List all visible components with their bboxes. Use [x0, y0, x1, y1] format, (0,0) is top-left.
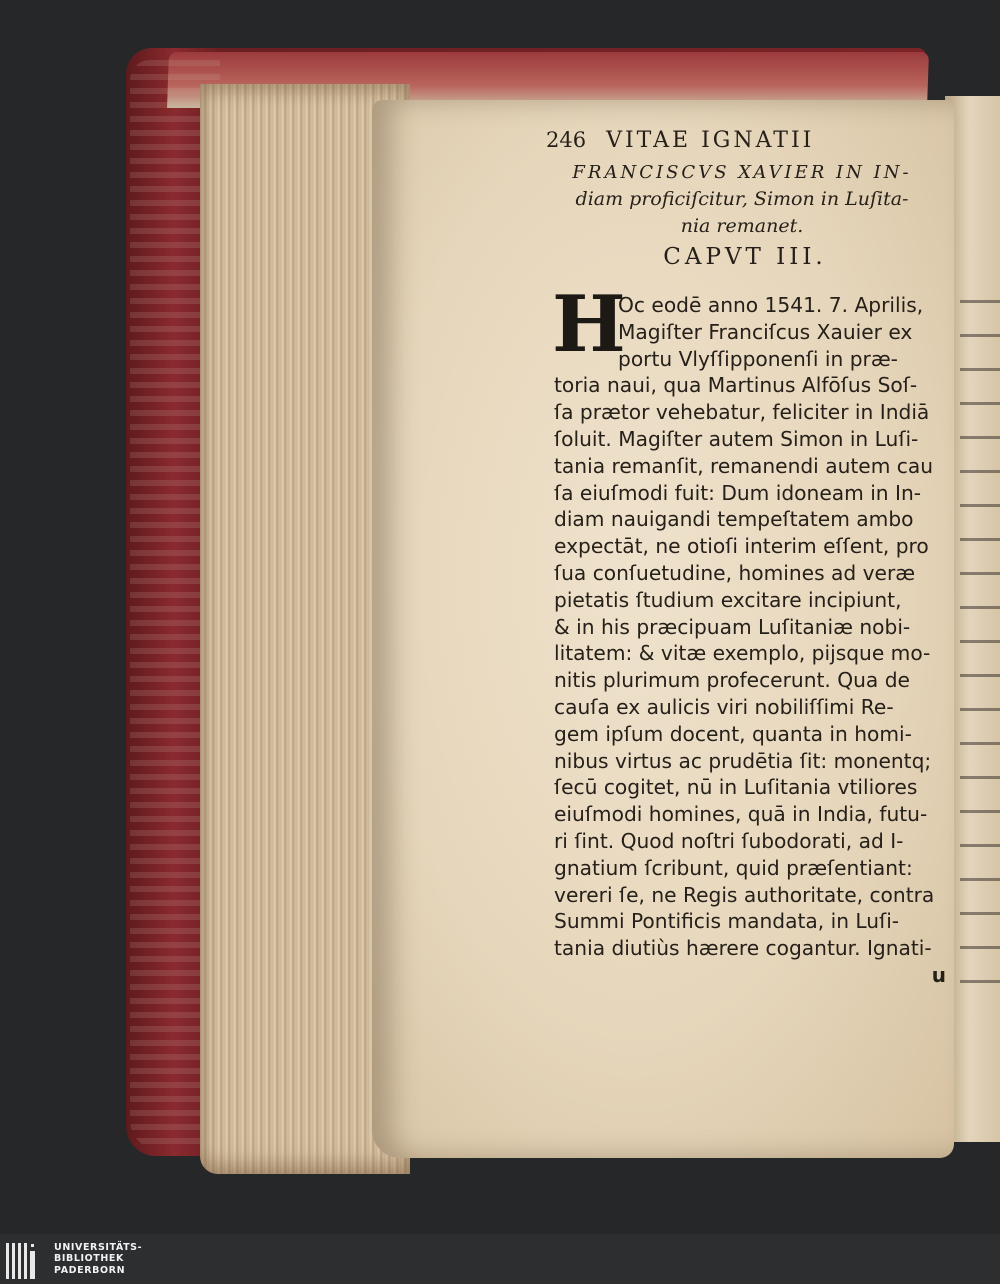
text-line: vereri ſe, ne Regis authoritate, contra [554, 882, 935, 907]
text-line: pietatis ſtudium excitare incipiunt, [554, 587, 902, 612]
dropcap-block [552, 279, 950, 372]
library-logo-icon [4, 1237, 44, 1281]
drop-cap: H [552, 279, 626, 370]
page-text [540, 128, 950, 989]
text-line: ſua conſuetudine, homines ad veræ [554, 560, 916, 585]
running-head [546, 128, 950, 153]
text-line: & in his præcipuam Luſitaniæ nobi- [554, 614, 911, 639]
library-name-line: BIBLIOTHEK [54, 1253, 124, 1265]
running-head-title: VITAE IGNATII [606, 128, 815, 153]
library-name [54, 1242, 142, 1277]
text-line: gnatium ſcribunt, quid præſentiant: [554, 855, 913, 880]
text-line: tania diutiùs hærere cogantur. Ignati- [554, 936, 932, 961]
facing-page-text [960, 300, 1000, 1000]
text-line: toria naui, qua Martinus Alfōſus Soſ- [554, 373, 918, 398]
text-line: diam nauigandi tempeſtatem ambo [554, 507, 914, 532]
library-name-line: UNIVERSITÄTS- [54, 1241, 143, 1253]
text-line: ri ſint. Quod noſtri ſubodorati, ad I- [554, 828, 904, 853]
text-line: Magiſter Franciſcus Xauier ex [618, 319, 913, 344]
text-line: litatem: & vitæ exemplo, pijsque mo- [554, 641, 931, 666]
chapter-title-caps: FRANCISCVS XAVIER IN IN- [572, 162, 912, 183]
text-line: Oc eodē anno 1541. 7. Aprilis, [618, 293, 924, 317]
text-line: Summi Pontificis mandata, in Luſi- [554, 909, 900, 934]
text-line: ſa prætor vehebatur, feliciter in Indiā [554, 400, 930, 425]
text-line: ſoluit. Magiſter autem Simon in Luſi- [554, 426, 919, 451]
chapter-title-line: diam proficiſcitur, Simon in Luſita- [575, 188, 909, 210]
text-line: eiuſmodi homines, quā in India, futu- [554, 802, 928, 827]
text-line: gem ipſum docent, quanta in homi- [554, 721, 912, 746]
page-number: 246 [546, 128, 587, 152]
library-name-line: PADERBORN [54, 1264, 126, 1276]
text-line: ſecū cogitet, nū in Luſitania vtiliores [554, 775, 918, 800]
text-line: portu Vlyſſipponenſi in præ- [618, 346, 898, 371]
body-text [552, 279, 950, 989]
text-line: cauſa ex aulicis viri nobiliſſimi Re- [554, 694, 894, 719]
chapter-heading: CAPVT III. [663, 244, 827, 270]
text-line: expectāt, ne otioſi interim eſſent, pro [554, 534, 929, 559]
text-line: nitis plurimum profecerunt. Qua de [554, 668, 910, 693]
chapter-title-line: nia remanet. [680, 215, 804, 237]
text-line: ſa eiuſmodi fuit: Dum idoneam in In- [554, 480, 922, 505]
library-footer [0, 1234, 1000, 1284]
text-line: tania remanſit, remanendi autem cau [554, 453, 934, 478]
chapter-title [540, 159, 944, 240]
catchword: u [931, 962, 946, 987]
text-line: nibus virtus ac prudētia ſit: monentq; [554, 748, 932, 773]
